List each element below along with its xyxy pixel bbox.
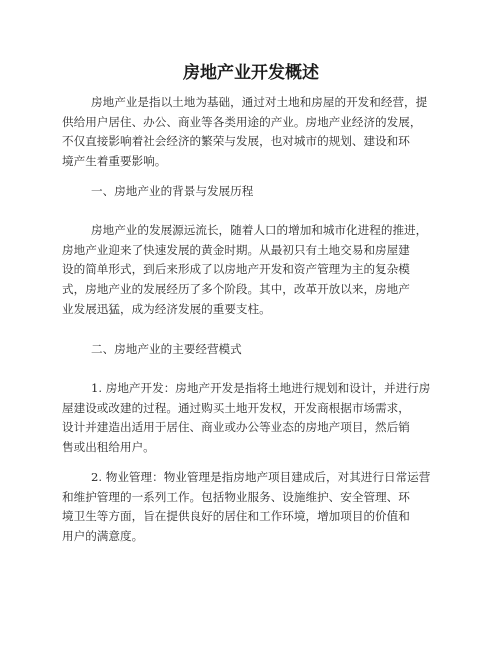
text-line: 境产生着重要影响。 (62, 154, 167, 169)
text-line: 式，房地产业的发展经历了多个阶段。其中，改革开放以来，房地产 (62, 282, 410, 297)
text-line: 2. 物业管理：物业管理是指房地产项目建成后，对其进行日常运营 (91, 470, 431, 484)
document-title: 房地产业开发概述 (183, 63, 319, 83)
text-line: 境卫生等方面，旨在提供良好的居住和工作环境，增加项目的价值和 (62, 509, 410, 524)
text-line: 一、房地产业的背景与发展历程 (91, 184, 254, 198)
text-line: 屋建设或改建的过程。通过购买土地开发权，开发商根据市场需求， (62, 400, 410, 415)
text-line: 房地产业迎来了快速发展的黄金时期。从最初只有土地交易和房屋建 (62, 242, 410, 257)
text-line: 业发展迅猛，成为经济发展的重要支柱。 (62, 301, 271, 316)
text-line: 供给用户居住、办公、商业等各类用途的产业。房地产业经济的发展， (62, 114, 422, 129)
text-line: 用户的满意度。 (62, 529, 144, 544)
text-line: 不仅直接影响着社会经济的繁荣与发展，也对城市的规划、建设和环 (62, 134, 410, 149)
text-line: 设的简单形式，到后来形成了以房地产开发和资产管理为主的复杂模 (62, 262, 410, 277)
text-line: 房地产业的发展源远流长，随着人口的增加和城市化进程的推进， (91, 223, 428, 237)
text-line: 和维护管理的一系列工作。包括物业服务、设施维护、安全管理、环 (62, 489, 410, 504)
text-line: 二、房地产业的主要经营模式 (91, 342, 242, 356)
text-line: 1. 房地产开发：房地产开发是指将土地进行规划和设计，并进行房 (91, 381, 431, 395)
text-line: 售或出租给用户。 (62, 440, 155, 455)
text-line: 房地产业是指以土地为基础，通过对土地和房屋的开发和经营，提 (91, 95, 428, 109)
text-line: 设计并建造出适用于居住、商业或办公等业态的房地产项目，然后销 (62, 420, 410, 435)
